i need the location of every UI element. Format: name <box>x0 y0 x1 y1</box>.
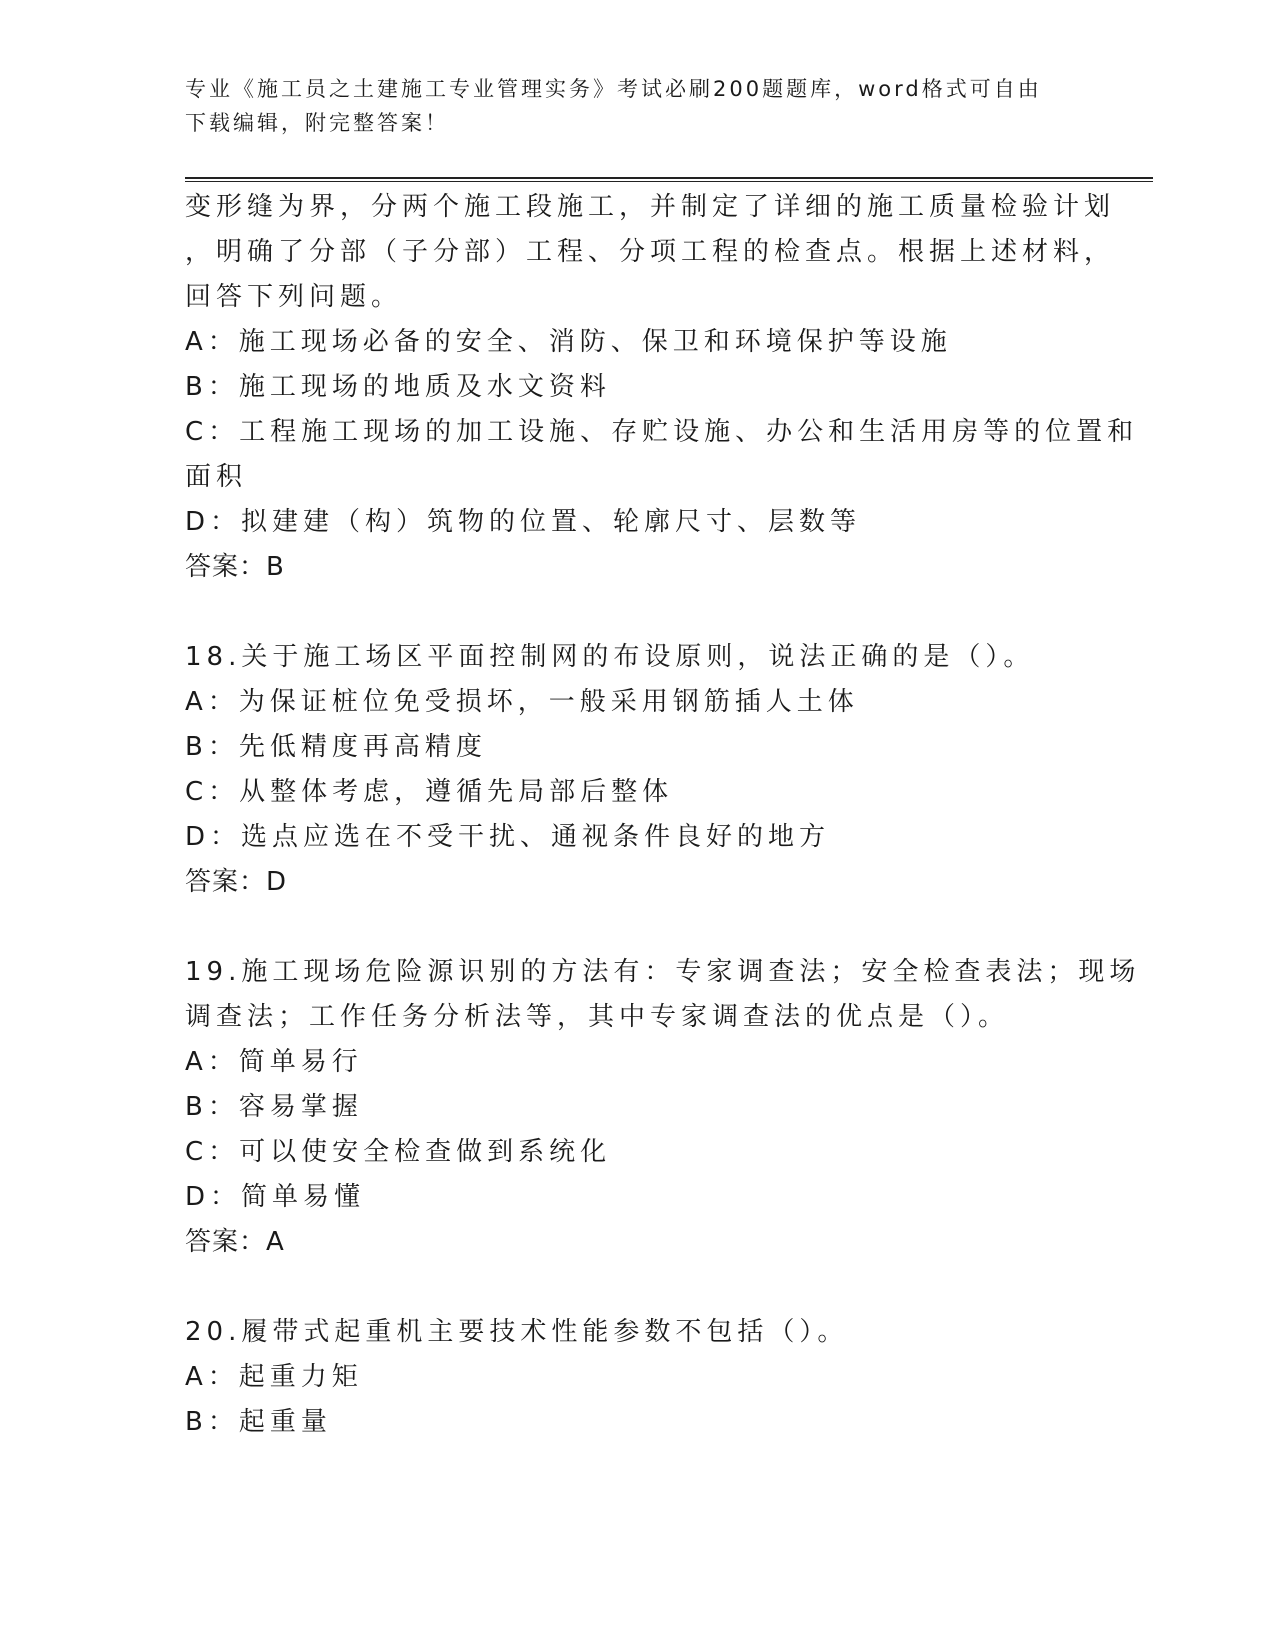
question-stem-line: 19.施工现场危险源识别的方法有：专家调查法；安全检查表法；现场 <box>185 957 1141 987</box>
option-b: B：起重量 <box>185 1407 332 1437</box>
option-b: B：容易掌握 <box>185 1092 363 1122</box>
question-stem-line: 回答下列问题。 <box>185 282 403 312</box>
question-block-20 <box>185 1310 1085 1445</box>
header-line-2: 下载编辑，附完整答案！ <box>185 111 449 135</box>
answer-label: 答案：D <box>185 867 288 897</box>
option-c: C：可以使安全检查做到系统化 <box>185 1137 612 1167</box>
option-a: A：施工现场必备的安全、消防、保卫和环境保护等设施 <box>185 327 952 357</box>
page-header <box>185 72 1085 140</box>
spacer <box>185 590 1085 635</box>
option-a: A：简单易行 <box>185 1047 363 1077</box>
spacer <box>185 1265 1085 1310</box>
header-rule-thin <box>185 181 1153 182</box>
option-d: D：拟建建（构）筑物的位置、轮廓尺寸、层数等 <box>185 507 862 537</box>
option-b: B：先低精度再高精度 <box>185 732 487 762</box>
question-block-18 <box>185 635 1085 905</box>
question-stem-line: 变形缝为界，分两个施工段施工，并制定了详细的施工质量检验计划 <box>185 192 1116 222</box>
spacer <box>185 905 1085 950</box>
question-block-19 <box>185 950 1141 1265</box>
question-stem-line: ，明确了分部（子分部）工程、分项工程的检查点。根据上述材料， <box>185 237 1116 267</box>
option-a: A：为保证桩位免受损坏，一般采用钢筋插人土体 <box>185 687 859 717</box>
option-d: D：选点应选在不受干扰、通视条件良好的地方 <box>185 822 831 852</box>
question-content <box>185 185 1141 1445</box>
option-b: B：施工现场的地质及水文资料 <box>185 372 611 402</box>
question-block-17 <box>185 185 1139 590</box>
question-stem-line: 20.履带式起重机主要技术性能参数不包括（）。 <box>185 1317 849 1347</box>
header-rule-thick <box>185 177 1153 179</box>
header-line-1: 专业《施工员之土建施工专业管理实务》考试必刷200题题库，word格式可自由 <box>185 77 1042 101</box>
option-a: A：起重力矩 <box>185 1362 363 1392</box>
option-c: C：从整体考虑，遵循先局部后整体 <box>185 777 674 807</box>
answer-label: 答案：A <box>185 1227 285 1257</box>
question-stem-line: 18.关于施工场区平面控制网的布设原则，说法正确的是（）。 <box>185 642 1035 672</box>
option-d: D：简单易懂 <box>185 1182 366 1212</box>
answer-label: 答案：B <box>185 552 285 582</box>
option-c: C：工程施工现场的加工设施、存贮设施、办公和生活用房等的位置和 <box>185 417 1139 447</box>
question-stem-line: 调查法；工作任务分析法等，其中专家调查法的优点是（）。 <box>185 1002 1010 1032</box>
option-c-continued: 面积 <box>185 462 248 492</box>
